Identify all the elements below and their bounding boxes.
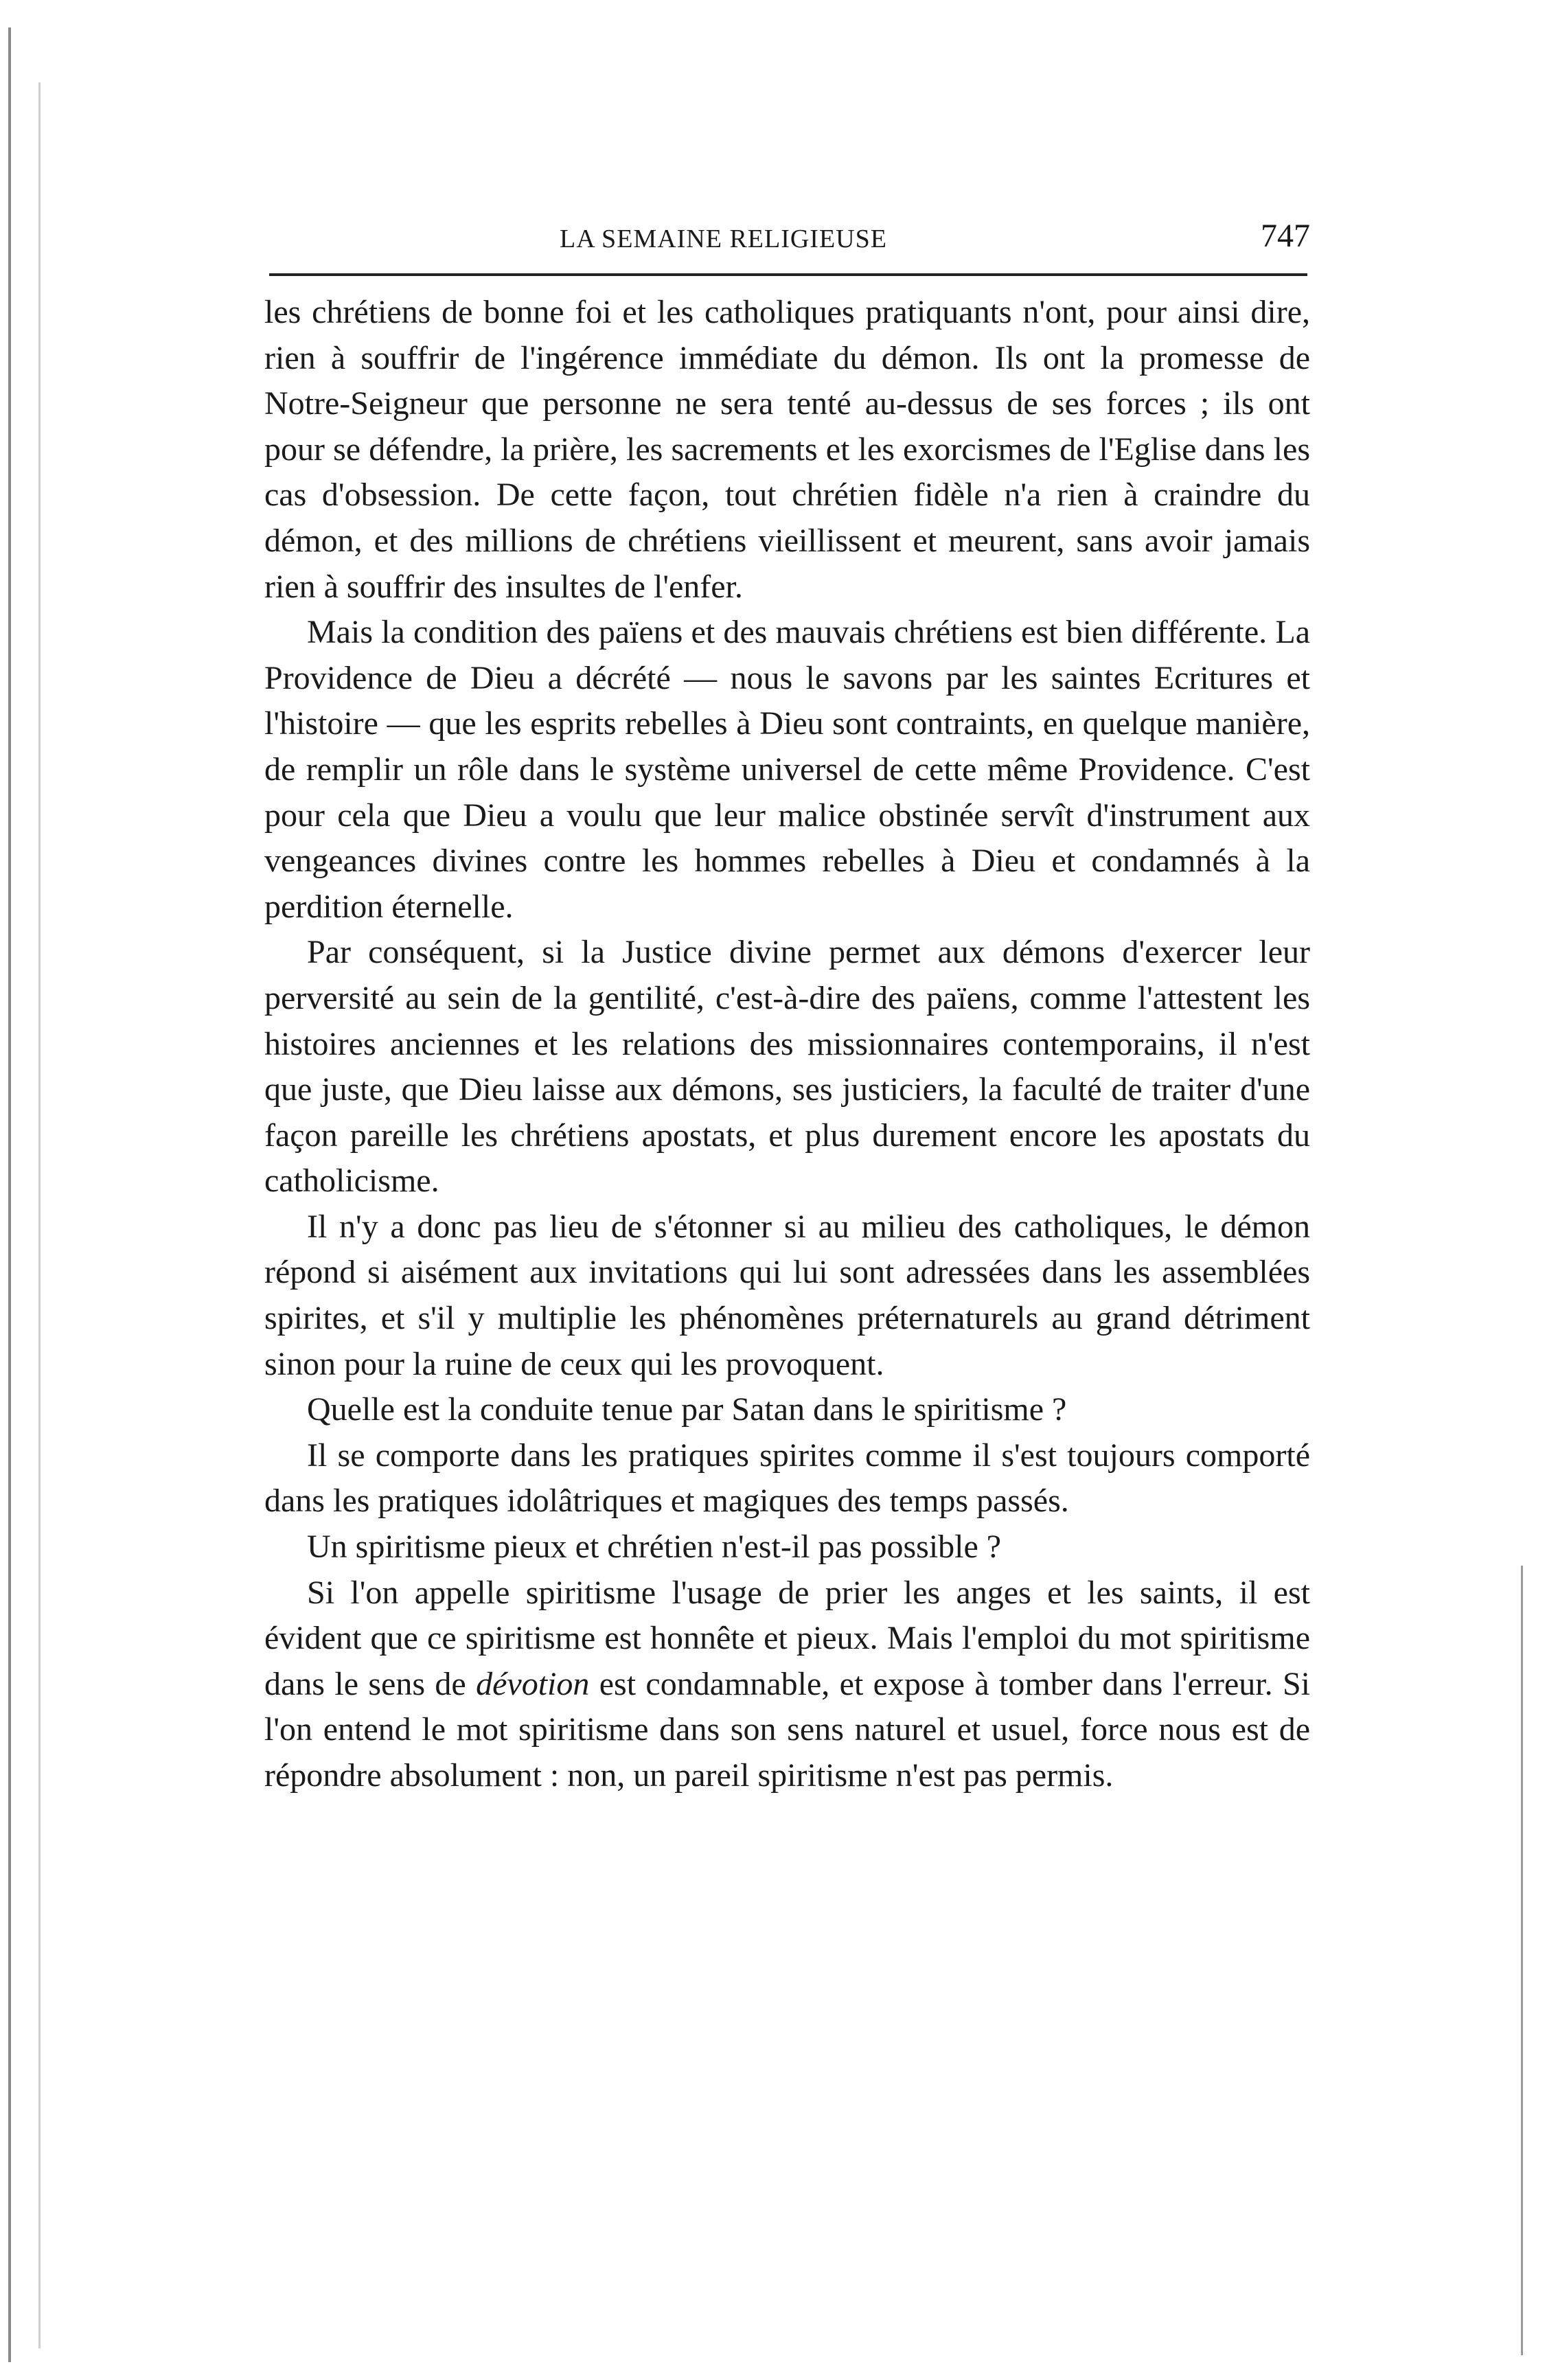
paragraph-6-part-2: est condamnable, et expose à tomber dans l'erreur. Si l'on entend le mot spiritisme dans son sens naturel et usuel, force nous est de répondre absolument : non, un pareil spiritisme n'est pas permis. xyxy=(264,1665,1311,1794)
header-rule xyxy=(269,273,1307,276)
scan-left-edge xyxy=(8,27,52,2362)
italic-term: dévotion xyxy=(476,1665,590,1702)
paragraph-4: Il n'y a donc pas lieu de s'étonner si au milieu des catholiques, le démon répond si aisément aux invitations qui lui sont adressées dans les assemblées spirites, et s'il y multiplie les phénomènes préternaturels au grand détriment sinon pour la ruine de ceux qui les provoquent. xyxy=(264,1208,1310,1382)
paragraph-6-part-1: Si l'on appelle spiritisme l'usage de prier les anges et les saints, il est évident que ce spiritisme est honnête et pieux. Mais l'emploi du mot spiritisme dans le sens de xyxy=(264,1574,1310,1702)
body-text xyxy=(264,290,1310,1799)
question-2: Un spiritisme pieux et chrétien n'est-il pas possible ? xyxy=(307,1529,1002,1566)
paragraph-6 xyxy=(264,1570,1310,1799)
paragraph-3: Par conséquent, si la Justice divine permet aux démons d'exercer leur perversité au sein de la gentilité, c'est-à-dire des païens, comme l'attestent les histoires anciennes et les relations des missionnaires contemporains, il n'est que juste, que Dieu laisse aux démons, ses justiciers, la faculté de traiter d'une façon pareille les chrétiens apostats, et plus durement encore les apostats du catholicisme. xyxy=(264,934,1310,1200)
page-header xyxy=(264,214,1310,269)
paragraph-5: Il se comporte dans les pratiques spirites comme il s'est toujours comporté dans les pratiques idolâtriques et magiques des temps passés. xyxy=(264,1437,1310,1520)
paragraph-1: les chrétiens de bonne foi et les catholiques pratiquants n'ont, pour ainsi dire, rien à souffrir de l'ingérence immédiate du démon. Ils ont la promesse de Notre-Seigneur que personne ne sera tenté au-dessus de ses forces ; ils ont pour se défendre, la prière, les sacrements et les exorcismes de l'Eglise dans les cas d'obsession. De cette façon, tout chrétien fidèle n'a rien à craindre du démon, et des millions de chrétiens vieillissent et meurent, sans avoir jamais rien à souffrir des insultes de l'enfer. xyxy=(264,294,1310,605)
scan-right-edge xyxy=(1521,1566,1523,2355)
question-1: Quelle est la conduite tenue par Satan dans le spiritisme ? xyxy=(307,1391,1067,1428)
running-title: LA SEMAINE RELIGIEUSE xyxy=(560,225,887,253)
page-number: 747 xyxy=(1261,218,1310,254)
paragraph-2: Mais la condition des païens et des mauvais chrétiens est bien différente. La Providence de Dieu a décrété — nous le savons par les saintes Ecritures et l'histoire — que les esprits rebelles à Dieu sont contraints, en quelque manière, de remplir un rôle dans le système universel de cette même Providence. C'est pour cela que Dieu a voulu que leur malice obstinée servît d'instrument aux vengeances divines contre les hommes rebelles à Dieu et condamnés à la perdition éternelle. xyxy=(264,614,1310,925)
